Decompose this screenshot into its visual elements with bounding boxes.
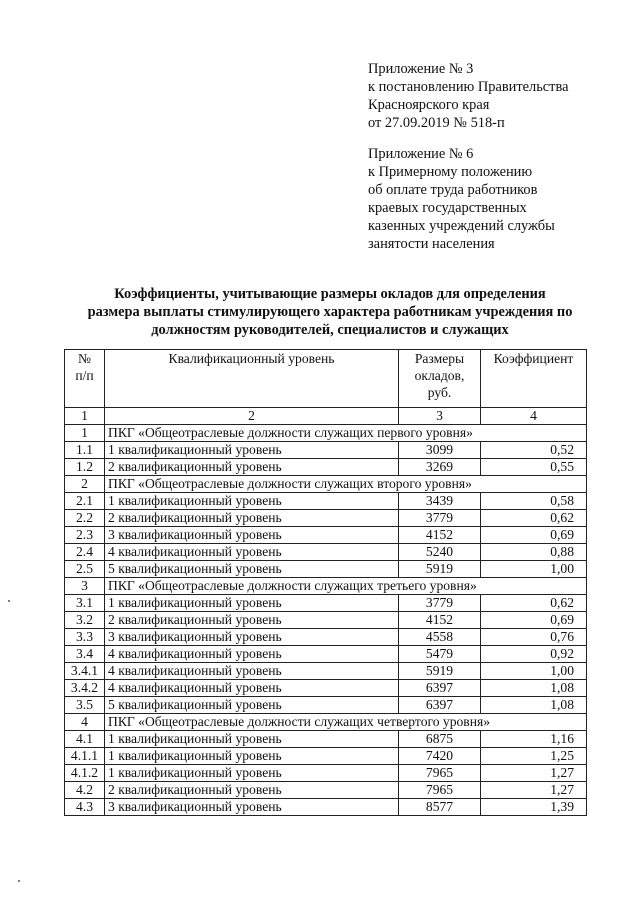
- group-row: [65, 578, 587, 595]
- row-level: 4 квалификационный уровень: [105, 680, 399, 697]
- column-number: 4: [481, 408, 587, 425]
- row-level: 2 квалификационный уровень: [105, 612, 399, 629]
- row-salary: 6397: [399, 680, 481, 697]
- row-num: 1.2: [65, 459, 105, 476]
- appendix-3-line: от 27.09.2019 № 518-п: [368, 115, 505, 131]
- row-salary: 8577: [399, 799, 481, 816]
- row-level: 3 квалификационный уровень: [105, 799, 399, 816]
- row-level: 2 квалификационный уровень: [105, 459, 399, 476]
- group-title: ПКГ «Общеотраслевые должности служащих первого уровня»: [105, 425, 587, 442]
- group-title: ПКГ «Общеотраслевые должности служащих четвертого уровня»: [105, 714, 587, 731]
- group-num: 3: [65, 578, 105, 595]
- table-row: [65, 544, 587, 561]
- row-num: 4.2: [65, 782, 105, 799]
- row-coef: 0,55: [481, 459, 587, 476]
- appendix-3-line: Приложение № 3: [368, 61, 474, 77]
- row-level: 3 квалификационный уровень: [105, 629, 399, 646]
- row-salary: 3099: [399, 442, 481, 459]
- appendix-6-line: казенных учреждений службы: [368, 218, 555, 234]
- appendix-6-line: к Примерному положению: [368, 164, 533, 180]
- table-row: [65, 799, 587, 816]
- table-row: [65, 697, 587, 714]
- row-num: 2.2: [65, 510, 105, 527]
- row-salary: 7965: [399, 782, 481, 799]
- row-level: 5 квалификационный уровень: [105, 561, 399, 578]
- row-level: 3 квалификационный уровень: [105, 527, 399, 544]
- group-num: 1: [65, 425, 105, 442]
- row-coef: 1,39: [481, 799, 587, 816]
- row-num: 4.1.2: [65, 765, 105, 782]
- row-coef: 1,08: [481, 697, 587, 714]
- coefficients-table: [64, 349, 587, 816]
- header-num: [65, 350, 105, 408]
- appendix-3-line: к постановлению Правительства: [368, 79, 569, 95]
- row-salary: 3779: [399, 595, 481, 612]
- table-row: [65, 442, 587, 459]
- row-salary: 5479: [399, 646, 481, 663]
- appendix-3-line: Красноярского края: [368, 97, 490, 113]
- column-number-row: [65, 408, 587, 425]
- row-salary: 4152: [399, 527, 481, 544]
- header-salary: [399, 350, 481, 408]
- table-row: [65, 561, 587, 578]
- row-num: 2.4: [65, 544, 105, 561]
- row-salary: 3269: [399, 459, 481, 476]
- table-header-row: [65, 350, 587, 408]
- header-salary-line: окладов,: [414, 368, 465, 383]
- document-title-line: Коэффициенты, учитывающие размеры окладов для определения: [114, 286, 546, 302]
- document-title-line: размера выплаты стимулирующего характера работникам учреждения по: [87, 304, 573, 320]
- row-level: 4 квалификационный уровень: [105, 663, 399, 680]
- row-num: 4.3: [65, 799, 105, 816]
- row-salary: 5919: [399, 561, 481, 578]
- document-title: [40, 285, 620, 339]
- appendix-6-line: занятости населения: [368, 236, 495, 252]
- row-level: 4 квалификационный уровень: [105, 646, 399, 663]
- header-coef: Коэффициент: [481, 350, 587, 408]
- table-row: [65, 629, 587, 646]
- header-salary-line: руб.: [427, 385, 452, 400]
- table-body: [65, 425, 587, 816]
- row-coef: 1,08: [481, 680, 587, 697]
- table-row: [65, 748, 587, 765]
- row-coef: 0,88: [481, 544, 587, 561]
- row-num: 3.1: [65, 595, 105, 612]
- row-coef: 1,27: [481, 782, 587, 799]
- header-salary-line: Размеры: [414, 351, 465, 366]
- row-level: 2 квалификационный уровень: [105, 782, 399, 799]
- header-level: Квалификационный уровень: [105, 350, 399, 408]
- row-salary: 6875: [399, 731, 481, 748]
- row-num: 3.4.2: [65, 680, 105, 697]
- table-row: [65, 663, 587, 680]
- appendix-6-block: [368, 145, 555, 253]
- row-num: 3.3: [65, 629, 105, 646]
- row-level: 4 квалификационный уровень: [105, 544, 399, 561]
- row-coef: 0,62: [481, 595, 587, 612]
- group-num: 4: [65, 714, 105, 731]
- table-row: [65, 765, 587, 782]
- table-row: [65, 459, 587, 476]
- row-num: 4.1.1: [65, 748, 105, 765]
- row-num: 3.2: [65, 612, 105, 629]
- appendix-6-line: Приложение № 6: [368, 146, 474, 162]
- row-level: 1 квалификационный уровень: [105, 493, 399, 510]
- table-row: [65, 510, 587, 527]
- row-num: 3.4: [65, 646, 105, 663]
- row-coef: 0,69: [481, 527, 587, 544]
- appendix-6-line: об оплате труда работников: [368, 182, 538, 198]
- row-level: 2 квалификационный уровень: [105, 510, 399, 527]
- row-level: 1 квалификационный уровень: [105, 595, 399, 612]
- table-row: [65, 646, 587, 663]
- row-salary: 5240: [399, 544, 481, 561]
- row-coef: 0,76: [481, 629, 587, 646]
- appendix-6-line: краевых государственных: [368, 200, 527, 216]
- table-row: [65, 595, 587, 612]
- row-coef: 0,69: [481, 612, 587, 629]
- row-level: 1 квалификационный уровень: [105, 731, 399, 748]
- row-num: 2.5: [65, 561, 105, 578]
- row-salary: 3439: [399, 493, 481, 510]
- row-num: 2.3: [65, 527, 105, 544]
- group-title: ПКГ «Общеотраслевые должности служащих третьего уровня»: [105, 578, 587, 595]
- row-level: 1 квалификационный уровень: [105, 442, 399, 459]
- row-salary: 7965: [399, 765, 481, 782]
- row-salary: 5919: [399, 663, 481, 680]
- table-row: [65, 680, 587, 697]
- table-row: [65, 493, 587, 510]
- column-number: 3: [399, 408, 481, 425]
- row-coef: 1,16: [481, 731, 587, 748]
- row-coef: 1,00: [481, 663, 587, 680]
- row-coef: 0,52: [481, 442, 587, 459]
- header-num-line: п/п: [75, 368, 94, 383]
- row-salary: 3779: [399, 510, 481, 527]
- group-num: 2: [65, 476, 105, 493]
- scan-speck: [18, 880, 20, 882]
- table-row: [65, 527, 587, 544]
- column-number: 1: [65, 408, 105, 425]
- row-num: 1.1: [65, 442, 105, 459]
- group-row: [65, 714, 587, 731]
- table-row: [65, 731, 587, 748]
- scan-speck: [8, 600, 10, 602]
- row-coef: 1,25: [481, 748, 587, 765]
- row-coef: 0,58: [481, 493, 587, 510]
- appendix-3-block: [368, 60, 568, 132]
- row-num: 4.1: [65, 731, 105, 748]
- row-level: 1 квалификационный уровень: [105, 765, 399, 782]
- row-num: 2.1: [65, 493, 105, 510]
- row-level: 5 квалификационный уровень: [105, 697, 399, 714]
- document-title-line: должностям руководителей, специалистов и служащих: [151, 322, 509, 338]
- table-row: [65, 612, 587, 629]
- table-row: [65, 782, 587, 799]
- column-number: 2: [105, 408, 399, 425]
- row-salary: 7420: [399, 748, 481, 765]
- row-num: 3.4.1: [65, 663, 105, 680]
- row-coef: 1,00: [481, 561, 587, 578]
- group-title: ПКГ «Общеотраслевые должности служащих второго уровня»: [105, 476, 587, 493]
- row-salary: 6397: [399, 697, 481, 714]
- group-row: [65, 476, 587, 493]
- row-salary: 4152: [399, 612, 481, 629]
- row-coef: 1,27: [481, 765, 587, 782]
- group-row: [65, 425, 587, 442]
- row-num: 3.5: [65, 697, 105, 714]
- header-num-line: №: [78, 351, 91, 366]
- row-coef: 0,62: [481, 510, 587, 527]
- row-coef: 0,92: [481, 646, 587, 663]
- row-salary: 4558: [399, 629, 481, 646]
- row-level: 1 квалификационный уровень: [105, 748, 399, 765]
